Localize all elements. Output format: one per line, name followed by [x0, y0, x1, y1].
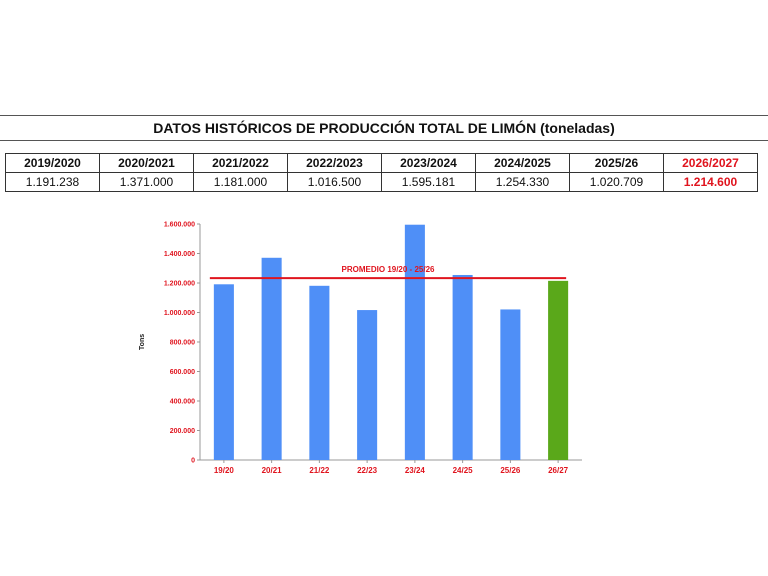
table-header-cell: 2023/2024: [382, 154, 476, 173]
y-tick-label: 0: [191, 457, 195, 465]
bar: [405, 225, 425, 460]
y-tick-label: 1.200.000: [163, 280, 195, 288]
table-value-cell-highlight: 1.214.600: [664, 173, 758, 192]
table-header-cell: 2019/2020: [6, 154, 100, 173]
x-tick-label: 19/20: [213, 466, 234, 475]
bar: [500, 309, 520, 460]
y-tick-label: 600.000: [169, 369, 195, 376]
x-tick-label: 24/25: [452, 466, 473, 475]
x-tick-label: 20/21: [261, 466, 282, 475]
table-header-cell: 2021/2022: [194, 154, 288, 173]
production-table: [5, 153, 758, 192]
y-axis-label: Tons: [139, 333, 146, 351]
table-value-cell: 1.254.330: [476, 173, 570, 192]
y-tick-label: 800.000: [169, 339, 195, 347]
bar: [309, 286, 329, 460]
table-header-cell-highlight: 2026/2027: [664, 154, 758, 173]
y-tick-label: 1.400.000: [163, 251, 195, 258]
table-value-cell: 1.191.238: [6, 173, 100, 192]
production-bar-chart: [130, 210, 610, 480]
bar-highlight: [548, 281, 568, 460]
bar: [357, 310, 377, 460]
table-value-cell: 1.371.000: [100, 173, 194, 192]
table-header-row: [6, 154, 758, 173]
x-tick-label: 23/24: [404, 466, 425, 475]
x-tick-label: 25/26: [500, 466, 521, 475]
y-tick-label: 200.000: [169, 428, 195, 435]
table-value-cell: 1.020.709: [570, 173, 664, 192]
y-tick-label: 1.600.000: [163, 221, 195, 229]
table-header-cell: 2022/2023: [288, 154, 382, 173]
table-header-cell: 2020/2021: [100, 154, 194, 173]
page-title: DATOS HISTÓRICOS DE PRODUCCIÓN TOTAL DE LIMÓN (toneladas): [0, 115, 768, 141]
table-header-cell: 2024/2025: [476, 154, 570, 173]
y-tick-label: 400.000: [169, 398, 195, 406]
table-value-cell: 1.595.181: [382, 173, 476, 192]
x-tick-label: 22/23: [357, 466, 378, 475]
x-tick-label: 26/27: [548, 466, 569, 475]
y-tick-label: 1.000.000: [163, 310, 195, 317]
bar: [453, 275, 473, 460]
table-header-cell: 2025/26: [570, 154, 664, 173]
bar: [214, 284, 234, 460]
average-label: PROMEDIO 19/20 - 25/26: [341, 265, 435, 275]
table-value-cell: 1.016.500: [288, 173, 382, 192]
table-value-row: [6, 173, 758, 192]
bar: [262, 258, 282, 460]
x-tick-label: 21/22: [309, 466, 330, 475]
table-value-cell: 1.181.000: [194, 173, 288, 192]
